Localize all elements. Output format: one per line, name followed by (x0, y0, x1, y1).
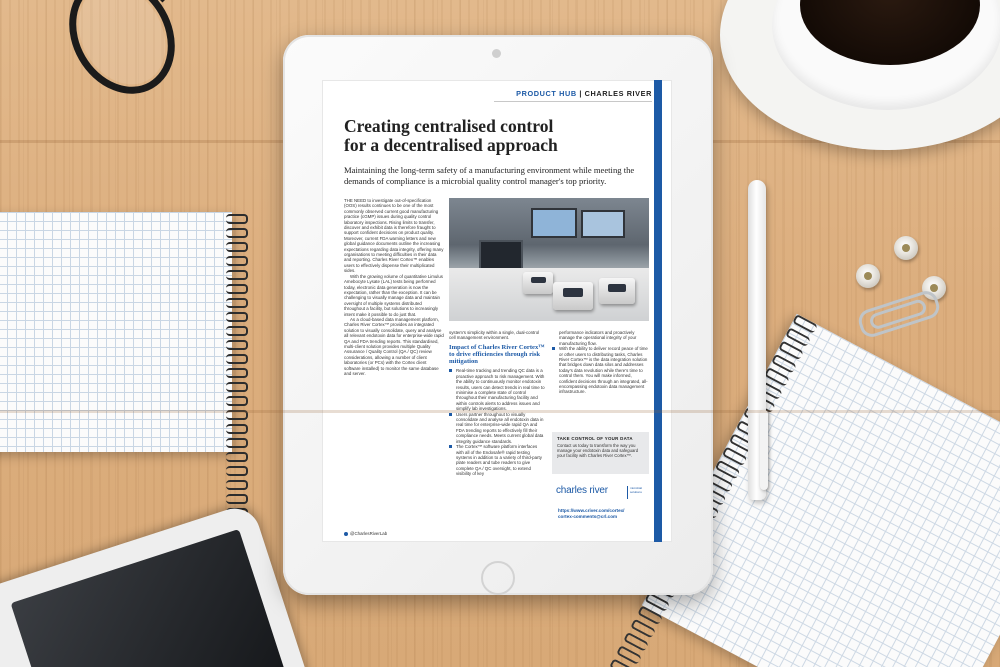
paragraph: THE NEED to investigate out-of-specification (OOS) results continues to be one of the most commonly observed current good manufacturing practice (cGMP) issues during quality control laboratory inspections. Rising limits to transfer, discover and exhibit data is therefore fraught to support confident decisions on product quality. Moreover, current FDA warning letters and new global guidance documents outline the increasing expectations regarding data integrity, offering many organisations to meeting difficulties in their data and reporting. Charles River Cortex™ enables users to effectively dispense their multiplicated sides. (344, 198, 444, 274)
push-pin (856, 264, 880, 288)
notebook-left (0, 212, 232, 452)
tablet-home-button[interactable] (481, 561, 515, 595)
push-pin (894, 236, 918, 260)
lede: Maintaining the long-term safety of a manufacturing environment while meeting the demands of compliance is a microbial quality control manager's top priority. (344, 165, 635, 186)
document-page (322, 80, 672, 542)
twitter-icon (344, 532, 348, 536)
charles-river-logo (552, 483, 649, 503)
pen (744, 180, 770, 510)
paragraph: system's simplicity within a single, dual-control cell management environment. (449, 330, 540, 341)
photo-monitor (479, 240, 523, 270)
section-heading: Impact of Charles River Cortex™ to drive efficiencies through risk mitigation (449, 343, 545, 366)
header-brand: CHARLES RIVER (584, 89, 652, 98)
header-separator: | (576, 89, 585, 98)
cta-heading: TAKE CONTROL OF YOUR DATA (557, 436, 633, 441)
phone-screen (11, 529, 289, 667)
lab-photo (449, 198, 649, 321)
photo-instrument (553, 282, 593, 310)
contact-links (558, 508, 653, 520)
smartphone (0, 502, 313, 667)
paperclip (856, 288, 943, 340)
page-title (344, 117, 644, 155)
page-header (322, 89, 652, 98)
accent-stripe (654, 80, 662, 542)
social-handle-text[interactable]: @CharlesRiverLab (350, 531, 388, 536)
photo-window (531, 208, 577, 238)
bullet-item: Real-time tracking and trending QC data is a proactive approach to risk management. With the ability to continuously monitor endotoxin results, users can detect trends in real time to minimise a complete state of control throughout their manufacturing facility and within controls alerts to address issues and simplify lab investigations. (449, 368, 546, 411)
header-rule (494, 101, 652, 102)
bullet-item: The Cortex™ software platform interfaces with all of the Endosafe® rapid testing systems in addition to a variety of third-party plate readers and tube readers to give complete QA / QC oversight, to extend visibility of key (449, 444, 546, 476)
cta-box (552, 432, 649, 474)
logo-wordmark: charles river (556, 485, 608, 496)
social-handle (344, 531, 387, 536)
logo-divider (627, 486, 628, 499)
bullet-item: Users partner throughout to visually consolidate and analyse all endotoxin data in real time for enterprise-wide rapid QA and FDA trending reports to effectively fill their compliance needs. Meets current global data integrity guidance standards. (449, 412, 546, 444)
photo-instrument (523, 272, 553, 294)
cta-text: Contact us today to transform the way you manage your endotoxin data and safeguard your facility with Charles River Cortex™. (557, 443, 639, 459)
header-hub: PRODUCT HUB (516, 89, 577, 98)
tablet-camera (492, 49, 501, 58)
paragraph: As a cloud-based data management platform, Charles River Cortex™ provides an integrated solution to visually consolidate, query and analyse all relevant endotoxin data for enterprise-wide rapid QA and FDA trending reports. This standardised, multi-client solution provides multiple Quality Assurance / Quality Control (QA / QC) review considerations, allowing a number of client laboratories (or PCs) with the Cortex client software installed) to monitor the same database and server. (344, 316, 444, 376)
photo-window (581, 210, 625, 238)
website-link[interactable]: https://www.criver.com/cortex/ (558, 508, 625, 513)
title-line-1: Creating centralised control (344, 116, 554, 136)
phone-home-button (0, 663, 27, 667)
photo-instrument (599, 278, 635, 304)
title-line-2: for a decentralised approach (344, 135, 558, 155)
logo-tagline: microbial solutions (630, 486, 643, 494)
paragraph: performance indicators and proactively manage the operational integrity of your manufacturing flow. (559, 330, 637, 346)
notebook-spiral (226, 214, 248, 450)
paragraph: With the growing volume of quantitative Limulus Amebocyte Lysate (LAL) tests being performed today, electronic data generation is now the expectation, rather than the exception. It can be challenging to visually manage data and maintain oversight of multiple systems distributed throughout a facility, but solutions to increasingly intent make it possible to do just that. (344, 273, 443, 317)
article-column-3 (552, 330, 649, 440)
email-link[interactable]: cortex-comments@crl.com (558, 514, 618, 519)
bullet-item: With the ability to deliver record peace of time or other users to distributing tasks, Charles River Cortex™ is the data integration solution that bridges down data silos and addresses today's data revolution while there's time to control them. You will make informed, confident decisions through an integrated, all-encompassing endotoxin data management infrastructure. (552, 346, 649, 395)
article-column-2 (449, 330, 546, 525)
eyeglasses (30, 0, 290, 160)
article-column-1 (344, 198, 444, 528)
